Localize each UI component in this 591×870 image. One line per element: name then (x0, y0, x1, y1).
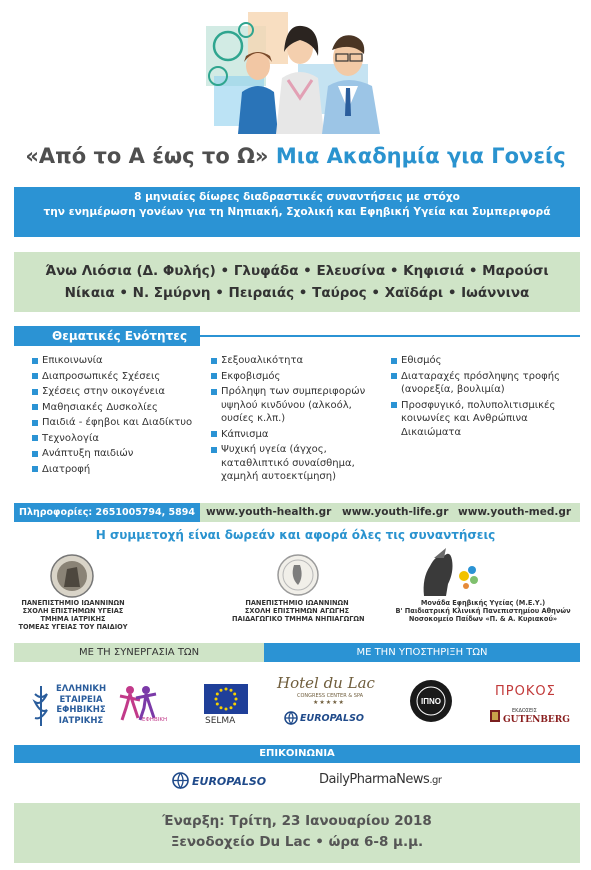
contact-label: ΕΠΙΚΟΙΝΩΝΙΑ (14, 745, 580, 763)
list-item: Προσφυγικό, πολυπολιτισμικές κοινωνίες και Ανθρώπινα Δικαιώματα (391, 399, 581, 440)
info-phone: Πληροφορίες: 2651005794, 5894 (14, 503, 200, 522)
family-illustration (188, 6, 403, 134)
list-item: Διαπροσωπικές Σχέσεις (32, 370, 212, 384)
info-row (14, 503, 580, 522)
free-notice: Η συμμετοχή είναι δωρεάν και αφορά όλες τις συναντήσεις (95, 528, 496, 542)
gutenberg-emblem-icon (489, 709, 501, 723)
organizer-2: ΠΑΝΕΠΙΣΤΗΜΙΟ ΙΩΑΝΝΙΝΩΝ ΣΧΟΛΗ ΕΠΙΣΤΗΜΩΝ ΑΓΩΓΗΣ ΠΑΙΔΑΓΩΓΙΚΟ ΤΜΗΜΑ ΝΗΠΙΑΓΩΓΩΝ (232, 599, 365, 623)
locations-line-2: Νίκαια • Ν. Σμύρνη • Πειραιάς • Ταύρος • Χαϊδάρι • Ιωάννινα (64, 285, 530, 301)
list-item: Πρόληψη των συμπεριφορών υψηλού κινδύνου (αλκοόλ, ουσίες κ.λπ.) (211, 385, 381, 426)
event-start: Έναρξη: Τρίτη, 23 Ιανουαρίου 2018 (162, 813, 432, 829)
gutenberg-logo: GUTENBERG (503, 715, 570, 725)
list-item: Μαθησιακές Δυσκολίες (32, 401, 212, 415)
athena-head-icon (416, 548, 486, 598)
prokos-logo: ΠΡΟΚΟΣ (495, 684, 556, 699)
ipno-text: ΙΠΝΟ (421, 697, 441, 706)
topics-heading: Θεματικές Ενότητες (14, 326, 200, 346)
topics-column-3 (391, 354, 581, 441)
selma-logo-text: SELMA (205, 716, 236, 726)
eu-flag-icon (204, 684, 248, 714)
hotel-du-lac-logo: Hotel du Lac (277, 674, 375, 692)
list-item: Διατροφή (32, 463, 212, 477)
organizer-1: ΠΑΝΕΠΙΣΤΗΜΙΟ ΙΩΑΝΝΙΝΩΝ ΣΧΟΛΗ ΕΠΙΣΤΗΜΩΝ ΥΓΕΙΑΣ ΤΜΗΜΑ ΙΑΤΡΙΚΗΣ ΤΟΜΕΑΣ ΥΓΕΙΑΣ ΤΟΥ ΠΑΙΔΙΟΥ (18, 599, 128, 631)
event-details (14, 803, 580, 863)
list-item: Ανάπτυξη παιδιών (32, 447, 212, 461)
organizer-3: Μονάδα Εφηβικής Υγείας (Μ.Ε.Υ.) Β' Παιδιατρική Κλινική Πανεπιστημίου Αθηνών Νοσοκομείο Παίδων «Π. & Α. Κυριακού» (395, 599, 571, 623)
university-seal-icon (49, 553, 95, 599)
europalso-logo: EUROPALSO (300, 713, 365, 724)
title-part-2: Μια Ακαδημία για Γονείς (275, 144, 566, 168)
hotel-subtitle: CONGRESS CENTER & SPA (297, 693, 364, 699)
locations-band (14, 252, 580, 312)
locations-line-1: Άνω Λιόσια (Δ. Φυλής) • Γλυφάδα • Ελευσίνα • Κηφισιά • Μαρούσι (45, 263, 549, 279)
gutenberg-pre: ΕΚΔΟΣΕΙΣ (512, 708, 537, 714)
topics-column-1 (32, 354, 212, 478)
list-item: Σχέσεις στην οικογένεια (32, 385, 212, 399)
list-item: Διαταραχές πρόσληψης τροφής (ανορεξία, βουλιμία) (391, 370, 581, 397)
intro-line-2: την ενημέρωση γονέων για τη Νηπιακή, Σχολική και Εφηβική Υγεία και Συμπεριφορά (43, 206, 551, 218)
hotel-stars-icon: ★★★★★ (313, 699, 345, 706)
event-venue: Ξενοδοχείο Du Lac • ώρα 6-8 μ.μ. (170, 834, 424, 850)
topics-column-2 (211, 354, 381, 486)
list-item: Ψυχική υγεία (άγχος, καταθλιπτικό συναίσθημα, χαμηλή αυτοεκτίμηση) (211, 443, 381, 484)
globe-icon (284, 711, 298, 725)
intro-line-1: 8 μηνιαίες δίωρες διαδραστικές συναντήσεις με στόχο (134, 191, 460, 203)
link-youth-health[interactable]: www.youth-health.gr (206, 506, 332, 518)
list-item: Τεχνολογία (32, 432, 212, 446)
globe-icon (172, 772, 189, 789)
list-item: Επικοινωνία (32, 354, 212, 368)
contact-europalso-logo: EUROPALSO (192, 775, 267, 788)
ipno-seal-icon (408, 678, 454, 724)
dailypharmanews-logo: DailyPharmaNews.gr (319, 772, 442, 787)
partners-support-label: ΜΕ ΤΗΝ ΥΠΟΣΤΗΡΙΞΗ ΤΩΝ (264, 643, 580, 662)
intro-band (14, 187, 580, 237)
efiviki-logo-text: ΕΦΗΒΙΚΗ (142, 717, 168, 723)
link-youth-life[interactable]: www.youth-life.gr (342, 506, 449, 518)
list-item: Κάπνισμα (211, 428, 381, 442)
list-item: Σεξουαλικότητα (211, 354, 381, 368)
list-item: Παιδιά - έφηβοι και Διαδίκτυο (32, 416, 212, 430)
partners-collab-label: ΜΕ ΤΗ ΣΥΝΕΡΓΑΣΙΑ ΤΩΝ (14, 643, 264, 662)
link-youth-med[interactable]: www.youth-med.gr (458, 506, 572, 518)
ees-logo-icon (32, 684, 50, 728)
page-title (0, 144, 591, 168)
university-seal-2-icon (276, 553, 320, 597)
topics-divider (200, 335, 580, 337)
ees-logo: ΕΛΛΗΝΙΚΗ ΕΤΑΙΡΕΙΑ ΕΦΗΒΙΚΗΣ ΙΑΤΡΙΚΗΣ (56, 684, 107, 726)
title-part-1: «Από το Α έως το Ω» (25, 144, 269, 168)
list-item: Εκφοβισμός (211, 370, 381, 384)
list-item: Εθισμός (391, 354, 581, 368)
